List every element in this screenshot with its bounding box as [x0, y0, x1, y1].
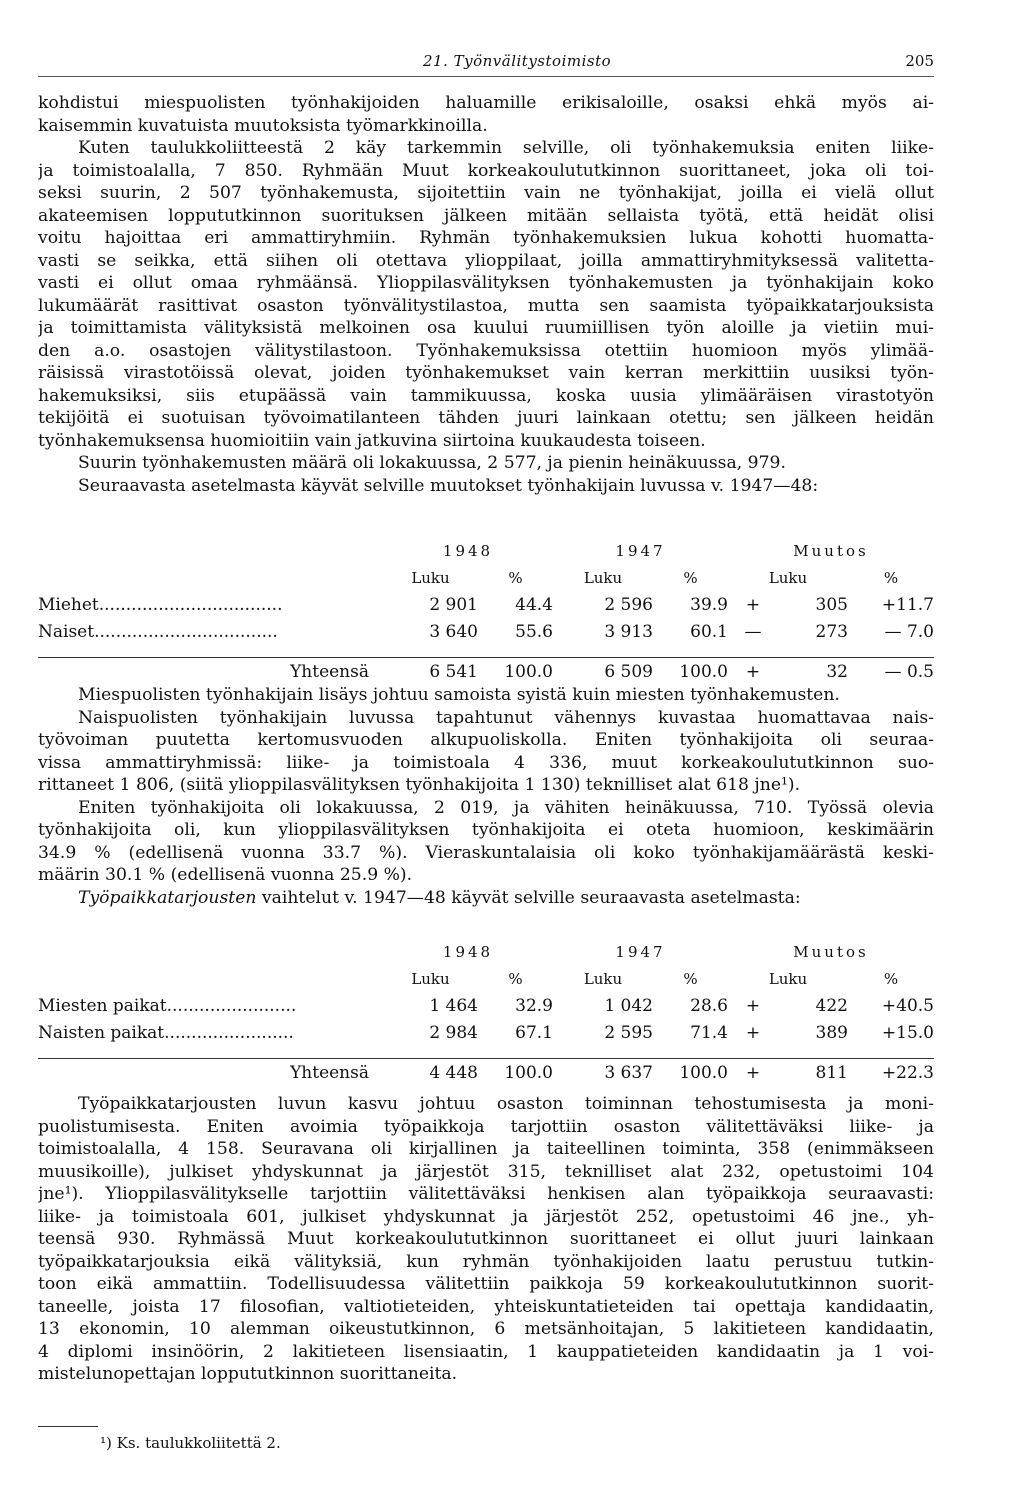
italic-term: Työpaikkatarjousten — [78, 887, 257, 908]
leader-dots: ........................ — [166, 995, 297, 1016]
year-header: Muutos — [793, 541, 869, 560]
text-line: liike- ja toimistoala 601, julkiset yhdyskunnat ja järjestöt 252, opetustoimi 46 jne., yh- — [38, 1206, 934, 1227]
table-cell: 1 464 — [429, 995, 478, 1016]
text-run: vaihtelut v. 1947—48 käyvät selville seuraavasta asetelmasta: — [256, 887, 801, 908]
table-row — [38, 1019, 934, 1046]
table-cell: + — [728, 658, 778, 686]
paragraph-job-offers — [38, 1093, 934, 1386]
footnote: ¹) Ks. taulukkoliitettä 2. — [100, 1434, 281, 1452]
text-line: työpaikkatarjouksia eikä välityksiä, kun ryhmän työnhakijoiden laatu perustuu tutkin- — [38, 1251, 934, 1272]
total-row — [38, 1059, 934, 1087]
leader-dots: .................................. — [98, 594, 283, 615]
text-line: seksi suurin, 2 507 työnhakemusta, sijoitettiin vain ne työnhakijat, joilla ei vielä ollut — [38, 183, 934, 203]
text-line: vasti ei ollut omaa ryhmäänsä. Ylioppilasvälityksen työnhakemusten ja työnhakijain koko — [38, 273, 934, 293]
table-cell: 422 — [815, 995, 848, 1016]
table-cell: 3 640 — [429, 621, 478, 642]
table-cell: 44.4 — [515, 594, 553, 615]
table-cell: +40.5 — [881, 995, 934, 1016]
footnote-rule — [38, 1426, 98, 1427]
table-cell: 71.4 — [690, 1022, 728, 1043]
text-line: toon eikä ammattiin. Todellisuudessa välitettiin paikkoja 59 korkeakoulututkinnon suorit- — [38, 1274, 934, 1294]
text-line: vasti se seikka, että siihen oli otettava ylioppilaat, joilla ammattiryhmityksessä valitetta- — [38, 250, 934, 271]
text-line: akateemisen loppututkinnon suorituksen jälkeen mitään sellaista työtä, että heidät olisi — [38, 205, 934, 226]
table-cell: 28.6 — [690, 995, 728, 1016]
table-cell: 305 — [815, 594, 848, 615]
text-line: Miespuolisten työnhakijain lisäys johtuu samoista syistä kuin miesten työnhakemusten. — [78, 685, 840, 705]
text-line: Eniten työnhakijoita oli lokakuussa, 2 019, ja vähiten heinäkuussa, 710. Työssä olevia — [78, 797, 934, 818]
text-line — [38, 887, 934, 910]
text-line: mistelunopettajan loppututkinnon suorittaneita. — [38, 1364, 458, 1384]
page-number: 205 — [905, 52, 934, 70]
text-line: den a.o. osastojen välitystilastoon. Työnhakemuksissa otettiin huomioon myös ylimää- — [38, 340, 934, 361]
table-cell: +22.3 — [848, 1059, 934, 1087]
leader-dots: ........................ — [164, 1022, 294, 1043]
leader-dots: .................................. — [94, 621, 278, 642]
table-cell: + — [728, 1059, 778, 1087]
table-cell: 3 637 — [553, 1059, 653, 1087]
text-line: 34.9 % (edellisenä vuonna 33.7 %). Vieraskuntalaisia oli koko työnhakijamäärästä keski- — [38, 842, 934, 863]
table-cell: 4 448 — [383, 1059, 478, 1087]
table-cell: 273 — [815, 621, 848, 642]
text-line: kaisemmin kuvatuista muutoksista työmarkkinoilla. — [38, 115, 488, 136]
text-line: Kuten taulukkoliitteestä 2 käy tarkemmin selville, oli työnhakemuksia eniten liike- — [78, 138, 934, 158]
text-line: 4 diplomi insinöörin, 2 lakitieteen lisensiaatin, 1 kauppatieteiden kandidaatin ja 1 voi- — [38, 1341, 934, 1362]
column-subheader: % — [683, 969, 698, 988]
row-label-cell — [38, 618, 383, 645]
column-subheader: % — [508, 969, 523, 988]
row-label-cell — [38, 658, 383, 686]
table-job-offers — [38, 938, 934, 1086]
running-title: 21. Työnvälitystoimisto — [423, 52, 612, 70]
table-cell: 100.0 — [653, 658, 728, 686]
table-cell: 2 595 — [604, 1022, 653, 1043]
row-label: Yhteensä — [290, 661, 369, 682]
table-cell: 32 — [778, 658, 848, 686]
text-line: tekijöitä ei suotuisan työvoimatilanteen tähden juuri lainkaan otettu; sen jälkeen heidän — [38, 408, 934, 428]
year-header: 1947 — [615, 541, 666, 560]
table-cell: 55.6 — [515, 621, 553, 642]
running-header — [38, 50, 934, 77]
table-cell: — 7.0 — [884, 621, 934, 642]
table-cell: 2 596 — [604, 594, 653, 615]
text-line: hakemuksiksi, siis etupäässä vain tammikuussa, koska uusia ylimääräisen virastotyön — [38, 385, 934, 406]
text-line: työvoiman puutetta kertomusvuoden alkupuoliskolla. Eniten työnhakijoita oli seuraa- — [38, 730, 934, 750]
table-cell: 6 541 — [383, 658, 478, 686]
table-row — [38, 618, 934, 645]
text-line: toimistoalalla, 4 158. Seuravana oli kirjallinen ja taiteellinen toiminta, 358 (enimmäkseen — [38, 1139, 934, 1159]
table-cell: + — [745, 594, 761, 615]
text-line: kohdistui miespuolisten työnhakijoiden haluamille erikisaloille, osaksi ehkä myös ai- — [38, 93, 934, 113]
table-cell: 60.1 — [690, 621, 728, 642]
text-line: voitu hajoittaa eri ammattiryhmiin. Ryhmän työnhakemuksien lukua kohotti huomatta- — [38, 228, 934, 248]
text-line: jne¹). Ylioppilasvälitykselle tarjottiin välitettäväksi henkisen alan työpaikkoja seuraavasti: — [38, 1184, 934, 1204]
text-line: määrin 30.1 % (edellisenä vuonna 25.9 %). — [38, 865, 413, 885]
text-line: ja toimittamista välityksistä melkoinen osa kuului ruumiillisen työn aloille ja vietiin mui- — [38, 318, 934, 338]
total-row — [38, 658, 934, 686]
paragraph-work-applications — [38, 92, 934, 497]
column-subheader: Luku — [411, 969, 450, 988]
row-label: Miehet — [38, 594, 99, 615]
column-subheader: % — [508, 568, 523, 587]
text-line: 13 ekonomin, 10 alemman oikeustutkinnon, 6 metsänhoitajan, 5 lakitieteen kandidaatin, — [38, 1319, 934, 1339]
table-cell: 1 042 — [604, 995, 653, 1016]
text-line: räisissä virastotöissä olevat, joiden työnhakemukset vain kerran merkittiin uusiksi työn- — [38, 363, 934, 383]
text-line: työnhakemuksensa huomioitiin vain jatkuvina siirtoina kuukaudesta toiseen. — [38, 430, 706, 451]
row-label-cell — [38, 992, 383, 1019]
table-cell: + — [745, 995, 761, 1016]
text-line: muusikoille), julkiset yhdyskunnat ja järjestöt 315, teknilliset alat 232, opetustoimi 104 — [38, 1161, 934, 1182]
row-label: Yhteensä — [290, 1062, 369, 1083]
table-cell: 811 — [778, 1059, 848, 1087]
table-cell: — 0.5 — [848, 658, 934, 686]
text-line: puolistumisesta. Eniten avoimia työpaikkoja tarjottiin osaston välitettäväksi liike- ja — [38, 1116, 934, 1137]
table-cell: + — [745, 1022, 761, 1043]
table-cell: 2 984 — [429, 1022, 478, 1043]
column-subheader: % — [883, 969, 899, 988]
year-header: Muutos — [793, 942, 869, 961]
text-line: teensä 930. Ryhmässä Muut korkeakoulututkinnon suorittaneet ei ollut juuri lainkaan — [38, 1229, 934, 1249]
table-cell: 67.1 — [515, 1022, 553, 1043]
paragraph-job-seekers-change — [38, 684, 934, 909]
table-row — [38, 992, 934, 1019]
text-line: ja toimistoalalla, 7 850. Ryhmään Muut korkeakoulututkinnon suorittaneet, joka oli toi- — [38, 160, 934, 181]
column-subheader: % — [683, 568, 698, 587]
row-label: Naisten paikat — [38, 1022, 165, 1043]
table-cell: 100.0 — [478, 658, 553, 686]
row-label-cell — [38, 1019, 383, 1046]
text-line: lukumäärät rasittivat osaston työnvälitystilastoa, mutta sen saamista työpaikkatarjouksista — [38, 295, 934, 316]
column-subheader: Luku — [583, 568, 623, 587]
table-row — [38, 591, 934, 618]
text-line: Naispuolisten työnhakijain luvussa tapahtunut vähennys kuvastaa huomattavaa nais- — [78, 707, 934, 728]
text-line: taneelle, joista 17 filosofian, valtiotieteiden, yhteiskuntatieteiden tai opettaja kandidaatin, — [38, 1296, 934, 1317]
text-line: rittaneet 1 806, (siitä ylioppilasvälityksen työnhakijoita 1 130) teknilliset alat 618 jne¹). — [38, 775, 801, 795]
table-cell: +15.0 — [881, 1022, 934, 1043]
table-cell: +11.7 — [881, 594, 934, 615]
column-subheader: % — [883, 568, 899, 587]
table-cell: 39.9 — [690, 594, 728, 615]
text-line: työnhakijoita oli, kun ylioppilasvälityksen työnhakijoita ei oteta huomioon, keskimäärin — [38, 820, 934, 840]
table-cell: 6 509 — [553, 658, 653, 686]
table-cell: 3 913 — [604, 621, 653, 642]
table-cell: 2 901 — [429, 594, 478, 615]
table-cell: — — [744, 621, 762, 642]
column-subheader: Luku — [768, 969, 808, 988]
year-header: 1948 — [442, 541, 494, 560]
row-label: Naiset — [38, 621, 95, 642]
text-line: vissa ammattiryhmissä: liike- ja toimistoala 4 336, muut korkeakoulututkinnon suo- — [38, 752, 934, 773]
table-cell: 100.0 — [653, 1059, 728, 1087]
column-subheader: Luku — [583, 969, 623, 988]
column-subheader: Luku — [768, 568, 808, 587]
text-line: Suurin työnhakemusten määrä oli lokakuussa, 2 577, ja pienin heinäkuussa, 979. — [78, 453, 786, 473]
row-label-cell — [38, 591, 383, 618]
year-header: 1947 — [615, 942, 666, 961]
year-header: 1948 — [442, 942, 494, 961]
table-cell: 32.9 — [515, 995, 553, 1016]
text-line: Työpaikkatarjousten luvun kasvu johtuu osaston toiminnan tehostumisesta ja moni- — [78, 1094, 934, 1114]
row-label: Miesten paikat — [38, 995, 167, 1016]
column-subheader: Luku — [411, 568, 450, 587]
table-job-seekers — [38, 537, 934, 685]
table-cell: 100.0 — [478, 1059, 553, 1087]
table-cell: 389 — [815, 1022, 848, 1043]
row-label-cell — [38, 1059, 383, 1087]
text-line: Seuraavasta asetelmasta käyvät selville muutokset työnhakijain luvussa v. 1947—48: — [78, 475, 819, 496]
